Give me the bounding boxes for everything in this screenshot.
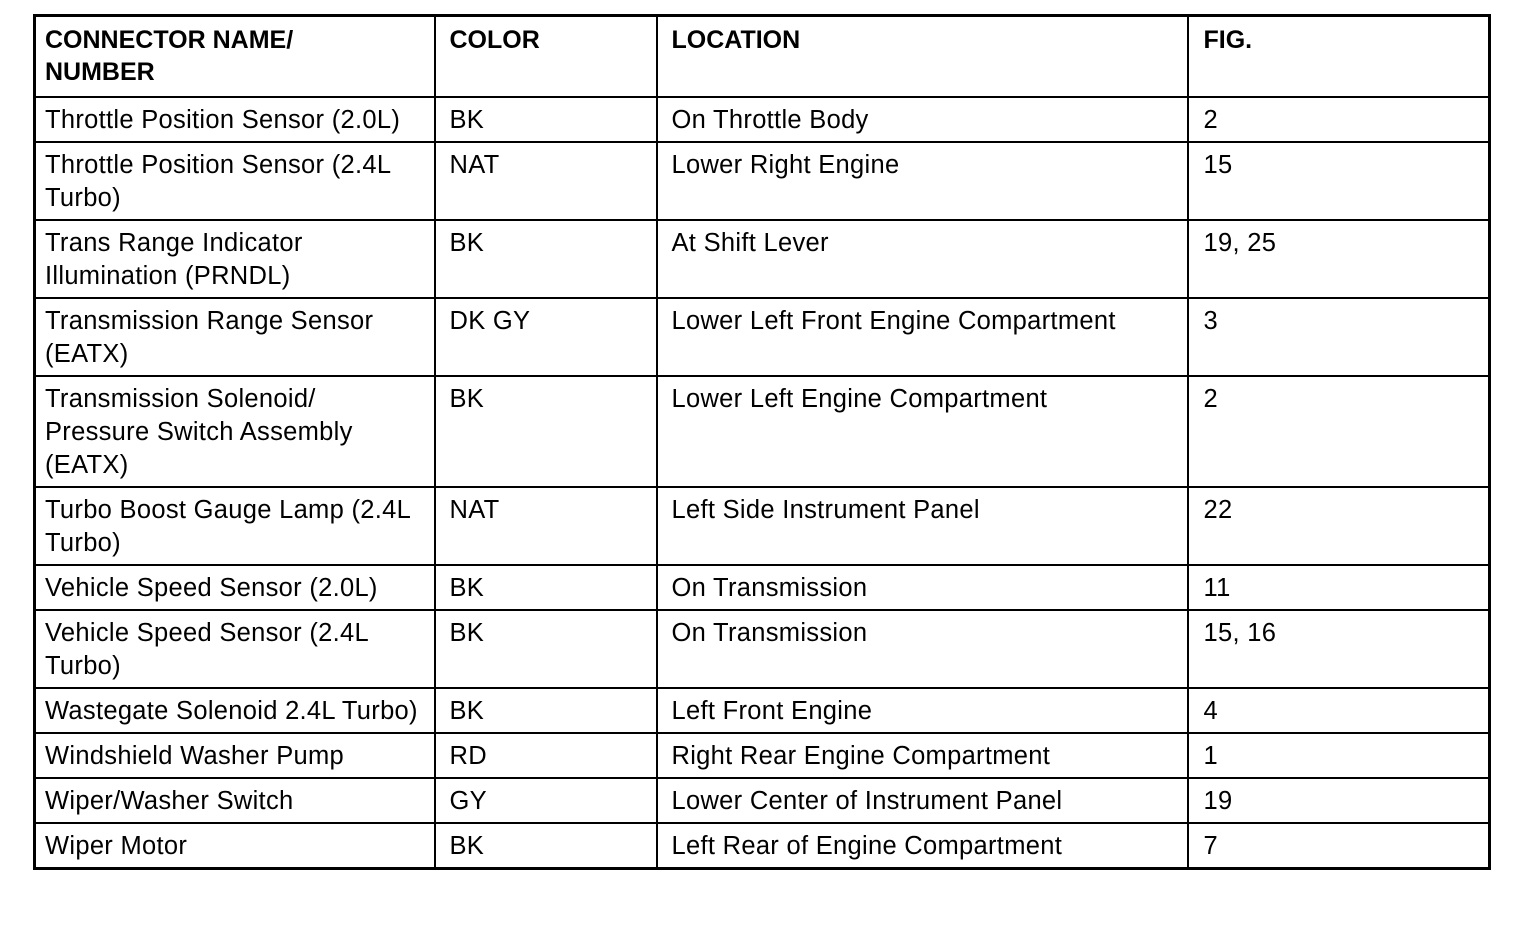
cell-connector-name: Transmission Range Sensor (EATX): [35, 298, 435, 376]
cell-fig: 11: [1188, 565, 1490, 610]
cell-location: Right Rear Engine Compartment: [657, 733, 1188, 778]
header-location: LOCATION: [657, 16, 1188, 98]
cell-fig: 19, 25: [1188, 220, 1490, 298]
cell-location: At Shift Lever: [657, 220, 1188, 298]
cell-connector-name: Vehicle Speed Sensor (2.4L Turbo): [35, 610, 435, 688]
cell-color: BK: [435, 823, 657, 869]
table-row: [35, 823, 1490, 869]
cell-connector-name: Wastegate Solenoid 2.4L Turbo): [35, 688, 435, 733]
header-fig: FIG.: [1188, 16, 1490, 98]
table-row: [35, 688, 1490, 733]
table-row: [35, 487, 1490, 565]
cell-color: BK: [435, 610, 657, 688]
cell-connector-name: Transmission Solenoid/ Pressure Switch Assembly (EATX): [35, 376, 435, 487]
table-row: [35, 97, 1490, 142]
cell-location: Lower Left Engine Compartment: [657, 376, 1188, 487]
cell-location: Left Rear of Engine Compartment: [657, 823, 1188, 869]
cell-color: NAT: [435, 142, 657, 220]
cell-connector-name: Wiper/Washer Switch: [35, 778, 435, 823]
header-color: COLOR: [435, 16, 657, 98]
cell-color: BK: [435, 565, 657, 610]
cell-color: BK: [435, 376, 657, 487]
cell-location: Lower Center of Instrument Panel: [657, 778, 1188, 823]
cell-fig: 15: [1188, 142, 1490, 220]
cell-fig: 22: [1188, 487, 1490, 565]
header-row: [35, 16, 1490, 98]
cell-color: DK GY: [435, 298, 657, 376]
header-connector-name: CONNECTOR NAME/ NUMBER: [35, 16, 435, 98]
cell-connector-name: Turbo Boost Gauge Lamp (2.4L Turbo): [35, 487, 435, 565]
cell-color: NAT: [435, 487, 657, 565]
cell-fig: 15, 16: [1188, 610, 1490, 688]
cell-location: Lower Left Front Engine Compartment: [657, 298, 1188, 376]
cell-fig: 7: [1188, 823, 1490, 869]
cell-color: BK: [435, 97, 657, 142]
table-row: [35, 298, 1490, 376]
table-row: [35, 220, 1490, 298]
cell-location: On Transmission: [657, 565, 1188, 610]
cell-connector-name: Vehicle Speed Sensor (2.0L): [35, 565, 435, 610]
table-row: [35, 376, 1490, 487]
cell-fig: 19: [1188, 778, 1490, 823]
cell-location: On Transmission: [657, 610, 1188, 688]
cell-connector-name: Windshield Washer Pump: [35, 733, 435, 778]
cell-fig: 2: [1188, 97, 1490, 142]
cell-connector-name: Wiper Motor: [35, 823, 435, 869]
cell-location: On Throttle Body: [657, 97, 1188, 142]
cell-connector-name: Trans Range Indicator Illumination (PRNDL): [35, 220, 435, 298]
cell-location: Left Side Instrument Panel: [657, 487, 1188, 565]
table-row: [35, 142, 1490, 220]
cell-location: Lower Right Engine: [657, 142, 1188, 220]
cell-color: RD: [435, 733, 657, 778]
table-row: [35, 610, 1490, 688]
cell-color: BK: [435, 220, 657, 298]
cell-fig: 4: [1188, 688, 1490, 733]
cell-fig: 1: [1188, 733, 1490, 778]
cell-location: Left Front Engine: [657, 688, 1188, 733]
cell-connector-name: Throttle Position Sensor (2.0L): [35, 97, 435, 142]
cell-color: GY: [435, 778, 657, 823]
table-row: [35, 565, 1490, 610]
cell-fig: 3: [1188, 298, 1490, 376]
table-row: [35, 778, 1490, 823]
cell-fig: 2: [1188, 376, 1490, 487]
table-row: [35, 733, 1490, 778]
cell-connector-name: Throttle Position Sensor (2.4L Turbo): [35, 142, 435, 220]
cell-color: BK: [435, 688, 657, 733]
connector-table: [33, 14, 1491, 870]
